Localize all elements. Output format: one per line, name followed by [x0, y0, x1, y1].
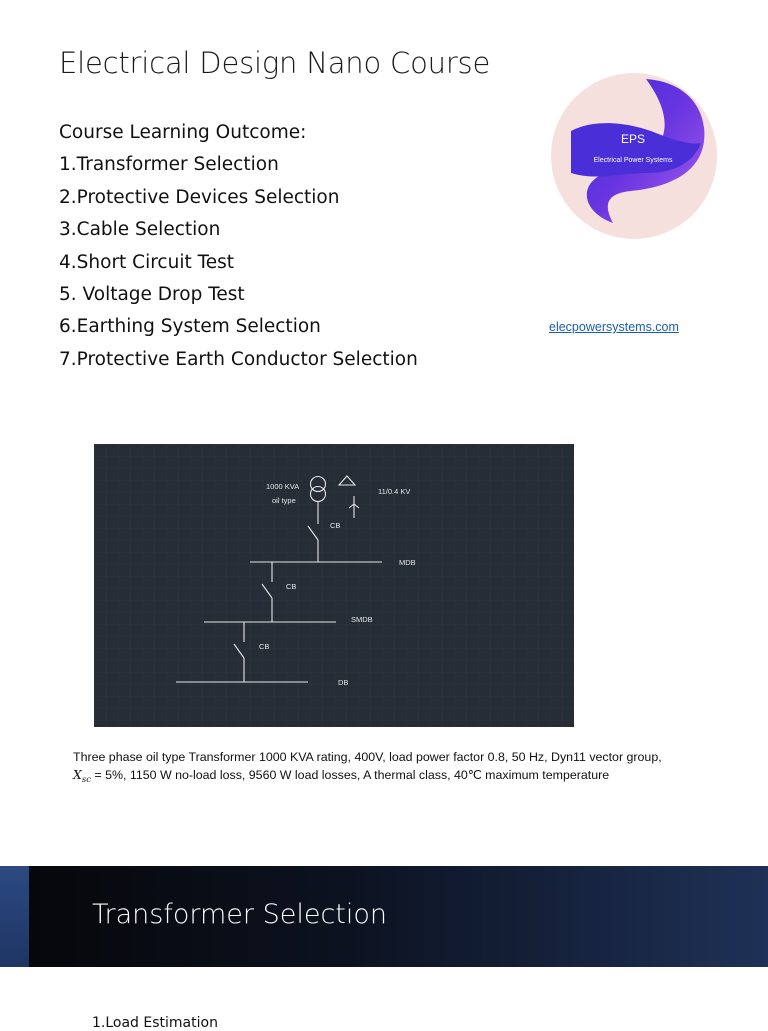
outcome-item: 6.Earthing System Selection: [59, 316, 321, 338]
transformer-rating-label: 1000 KVA: [266, 482, 300, 491]
section-banner: [0, 866, 768, 967]
logo-name: Electrical Power Systems: [593, 157, 673, 164]
section-first-item: 1.Load Estimation: [92, 1015, 218, 1031]
outcome-item: 7.Protective Earth Conductor Selection: [59, 348, 418, 370]
mdb-label: MDB: [399, 558, 416, 567]
single-line-diagram: [94, 444, 574, 727]
cb-label-3: CB: [259, 642, 270, 651]
transformer-type-label: oil type: [272, 496, 296, 505]
eps-logo: [551, 73, 717, 239]
page-title: Electrical Design Nano Course: [59, 46, 491, 80]
logo-abbr: EPS: [620, 132, 646, 146]
website-link[interactable]: elecpowersystems.com: [549, 320, 679, 334]
xsc-subscript: sc: [81, 775, 91, 786]
caption-text-1: Three phase oil type Transformer 1000 KVA rating, 400V, load power factor 0.8, 50 Hz, Dyn11 vector group,: [73, 750, 662, 764]
section-title: Transformer Selection: [92, 899, 388, 930]
cb-label-2: CB: [286, 582, 297, 591]
learning-outcomes-list: [59, 117, 418, 376]
smdb-label: SMDB: [351, 615, 373, 624]
banner-accent: [0, 866, 29, 967]
outcome-item: 5. Voltage Drop Test: [59, 284, 245, 306]
voltage-label: 11/0.4 KV: [378, 487, 411, 496]
transformer-caption: [73, 749, 673, 789]
outcomes-heading: Course Learning Outcome:: [59, 122, 307, 143]
outcome-item: 4.Short Circuit Test: [59, 251, 235, 273]
outcome-item: 3.Cable Selection: [59, 219, 221, 241]
caption-text-2: = 5%, 1150 W no-load loss, 9560 W load losses, A thermal class, 40℃ maximum temperature: [90, 768, 610, 782]
outcome-item: 2.Protective Devices Selection: [59, 186, 340, 208]
outcome-item: 1.Transformer Selection: [59, 154, 279, 176]
db-label: DB: [338, 678, 349, 687]
cb-label-1: CB: [330, 521, 341, 530]
xsc-variable: X: [73, 767, 82, 782]
